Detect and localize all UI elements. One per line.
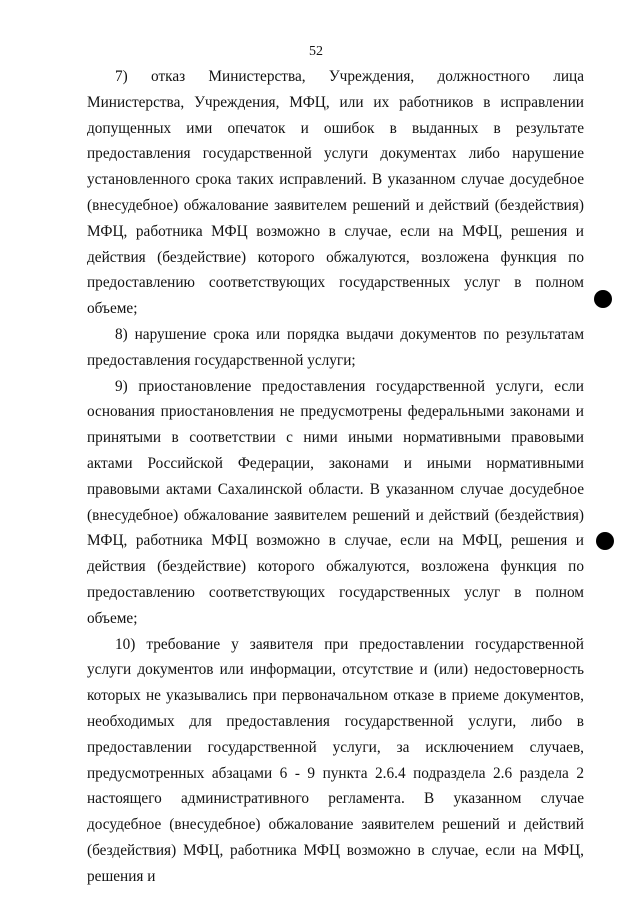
binder-hole-mark — [596, 532, 614, 550]
paragraph-item-7: 7) отказ Министерства, Учреждения, должностного лица Министерства, Учреждения, МФЦ, или их работников в исправлении допущенных ими опечаток и ошибок в выданных в результате предоставления государственной услуги документах либо нарушение установленного срока таких исправлений. В указанном случае досудебное (внесудебное) обжалование заявителем решений и действий (бездействия) МФЦ, работника МФЦ возможно в случае, если на МФЦ, решения и действия (бездействие) которого обжалуются, возложена функция по предоставлению соответствующих государственных услуг в полном объеме; — [87, 68, 584, 318]
page-number: 52 — [309, 44, 323, 59]
paragraph-item-10: 10) требование у заявителя при предоставлении государственной услуги документов или информации, отсутствие и (или) недостоверность которых не указывались при первоначальном отказе в приеме документов, необходимых для предоставления государственной услуги, либо в предоставлении государственной услуги, за исключением случаев, предусмотренных абзацами 6 - 9 пункта 2.6.4 подраздела 2.6 раздела 2 настоящего административного регламента. В указанном случае досудебное (внесудебное) обжалование заявителем решений и действий (бездействия) МФЦ, работника МФЦ возможно в случае, если на МФЦ, решения и — [87, 635, 584, 885]
paragraph-item-8: 8) нарушение срока или порядка выдачи документов по результатам предоставления государственной услуги; — [87, 325, 584, 369]
binder-hole-mark — [594, 290, 612, 308]
document-body — [87, 64, 584, 890]
paragraph-item-9: 9) приостановление предоставления государственной услуги, если основания приостановления не предусмотрены федеральными законами и принятыми в соответствии с ними иными нормативными правовыми актами Российской Федерации, законами и иными нормативными правовыми актами Сахалинской области. В указанном случае досудебное (внесудебное) обжалование заявителем решений и действий (бездействия) МФЦ, работника МФЦ возможно в случае, если на МФЦ, решения и действия (бездействие) которого обжалуются, возложена функция по предоставлению соответствующих государственных услуг в полном объеме; — [87, 377, 584, 627]
